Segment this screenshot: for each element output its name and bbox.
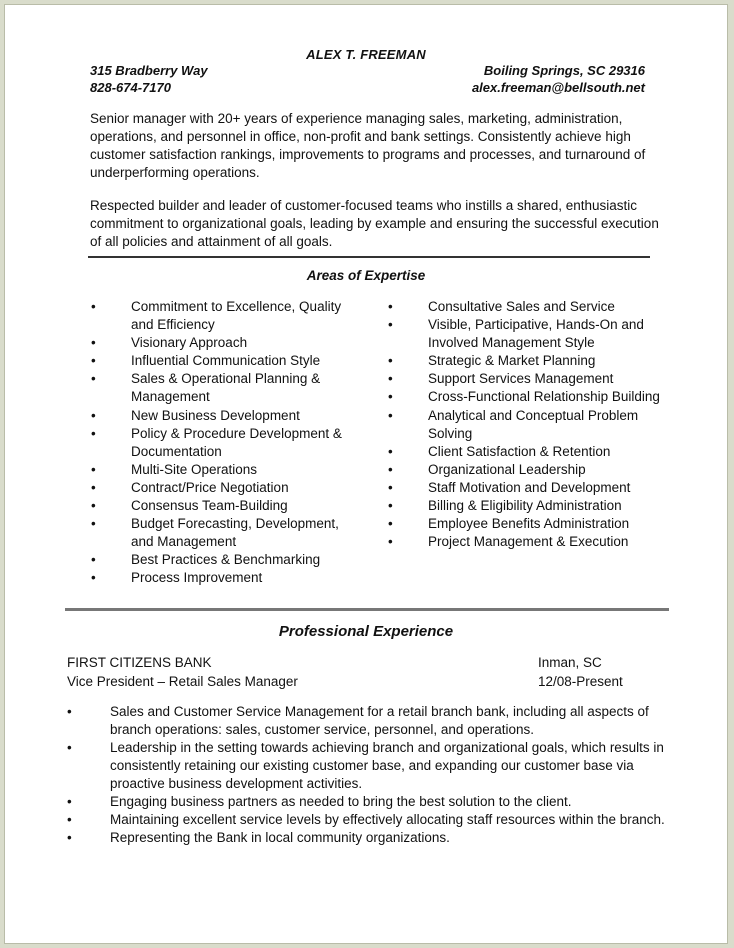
list-item: • Staff Motivation and Development — [388, 479, 668, 497]
email-address: alex.freeman@bellsouth.net — [471, 80, 645, 95]
list-item: • Project Management & Execution — [388, 533, 668, 551]
resume-page — [4, 4, 728, 944]
list-item: • Employee Benefits Administration — [388, 515, 668, 533]
list-item: • Strategic & Market Planning — [388, 352, 668, 370]
summary-paragraph-1: Senior manager with 20+ years of experience managing sales, marketing, administration, operations, and personnel in office, non-profit and bank settings. Consistently achieve high customer satisfaction rankings, improvements to programs and processes, and turnaround of underperforming operations. — [90, 111, 646, 180]
list-item: • Billing & Eligibility Administration — [388, 497, 668, 515]
list-item: • Contract/Price Negotiation — [91, 479, 351, 497]
section-divider — [65, 608, 669, 611]
list-item: • Organizational Leadership — [388, 461, 668, 479]
phone-number: 828-674-7170 — [90, 80, 171, 95]
expertise-list-right — [388, 298, 668, 551]
job-location: Inman, SC — [538, 655, 602, 670]
street-address: 315 Bradberry Way — [90, 63, 208, 78]
job-dates: 12/08-Present — [538, 674, 623, 689]
list-item: • Analytical and Conceptual Problem Solving — [388, 407, 668, 443]
list-item: • Consultative Sales and Service — [388, 298, 668, 316]
list-item: • Leadership in the setting towards achieving branch and organizational goals, which results in consistently retaining our existing customer base, and expanding our customer base via proactive business development activities. — [67, 739, 667, 793]
list-item: • Commitment to Excellence, Quality and Efficiency — [91, 298, 351, 334]
list-item: • Sales & Operational Planning & Management — [91, 370, 351, 406]
list-item: • Multi-Site Operations — [91, 461, 351, 479]
list-item: • Consensus Team-Building — [91, 497, 351, 515]
city-state-zip: Boiling Springs, SC 29316 — [483, 63, 645, 78]
expertise-title: Areas of Expertise — [306, 268, 426, 283]
list-item: • Support Services Management — [388, 370, 668, 388]
candidate-name: ALEX T. FREEMAN — [306, 47, 426, 62]
job-title: Vice President – Retail Sales Manager — [67, 674, 298, 689]
expertise-list-left — [91, 298, 351, 588]
divider-line — [88, 256, 650, 258]
list-item: • Sales and Customer Service Management for a retail branch bank, including all aspects of branch operations: sales, customer service, personnel, and operations. — [67, 703, 667, 739]
list-item: • Representing the Bank in local community organizations. — [67, 829, 667, 847]
summary-paragraph-2: Respected builder and leader of customer-focused teams who instills a shared, enthusiastic commitment to organizational goals, leading by example and ensuring the successful execution of all policies and attainment of all goals. — [90, 198, 659, 249]
list-item: • Engaging business partners as needed to bring the best solution to the client. — [67, 793, 667, 811]
list-item: • Maintaining excellent service levels by effectively allocating staff resources within the branch. — [67, 811, 667, 829]
experience-title: Professional Experience — [278, 623, 454, 640]
list-item: • Client Satisfaction & Retention — [388, 443, 668, 461]
list-item: • Cross-Functional Relationship Building — [388, 388, 668, 406]
list-item: • Best Practices & Benchmarking — [91, 551, 351, 569]
list-item: • Budget Forecasting, Development, and Management — [91, 515, 351, 551]
list-item: • Policy & Procedure Development & Documentation — [91, 425, 351, 461]
job-duties-list — [67, 703, 667, 847]
list-item: • Visible, Participative, Hands-On and Involved Management Style — [388, 316, 668, 352]
list-item: • Influential Communication Style — [91, 352, 351, 370]
list-item: • Visionary Approach — [91, 334, 351, 352]
list-item: • Process Improvement — [91, 569, 351, 587]
company-name: FIRST CITIZENS BANK — [67, 655, 212, 670]
list-item: • New Business Development — [91, 407, 351, 425]
